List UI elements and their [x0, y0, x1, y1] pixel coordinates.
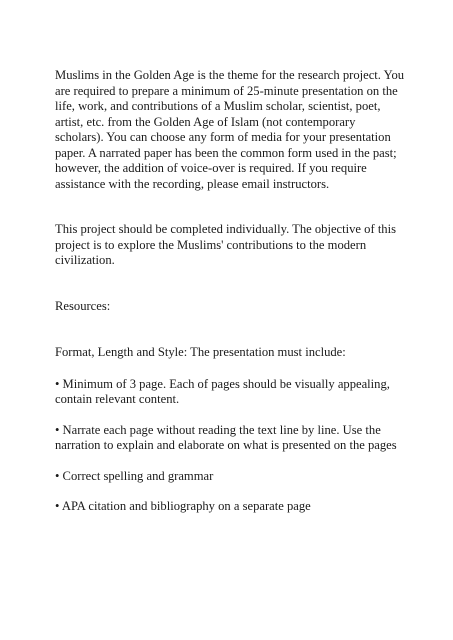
requirements-list — [55, 377, 407, 515]
format-paragraph: Format, Length and Style: The presentation must include: — [55, 345, 346, 359]
list-item: • Correct spelling and grammar — [55, 468, 214, 483]
list-item: • APA citation and bibliography on a separate page — [55, 499, 311, 513]
list-item: • Narrate each page without reading the text line by line. Use the narration to explain and elaborate on what is presented on the pages — [55, 422, 397, 452]
objective-paragraph: This project should be completed individually. The objective of this project is to explore the Muslims' contributions to the modern civilization. — [55, 222, 397, 267]
list-item: • Minimum of 3 page. Each of pages should be visually appealing, contain relevant content. — [55, 376, 390, 406]
intro-paragraph: Muslims in the Golden Age is the theme for the research project. You are required to prepare a minimum of 25-minute presentation on the life, work, and contributions of a Muslim scholar, scientist, poet, artist, etc. from the Golden Age of Islam (not contemporary scholars). You can choose any form of media for your presentation paper. A narrated paper has been the common form used in the past; however, the addition of voice-over is required. If you require assistance with the recording, please email instructors. — [55, 68, 405, 191]
resources-heading: Resources: — [55, 298, 111, 313]
document-body — [55, 68, 407, 515]
